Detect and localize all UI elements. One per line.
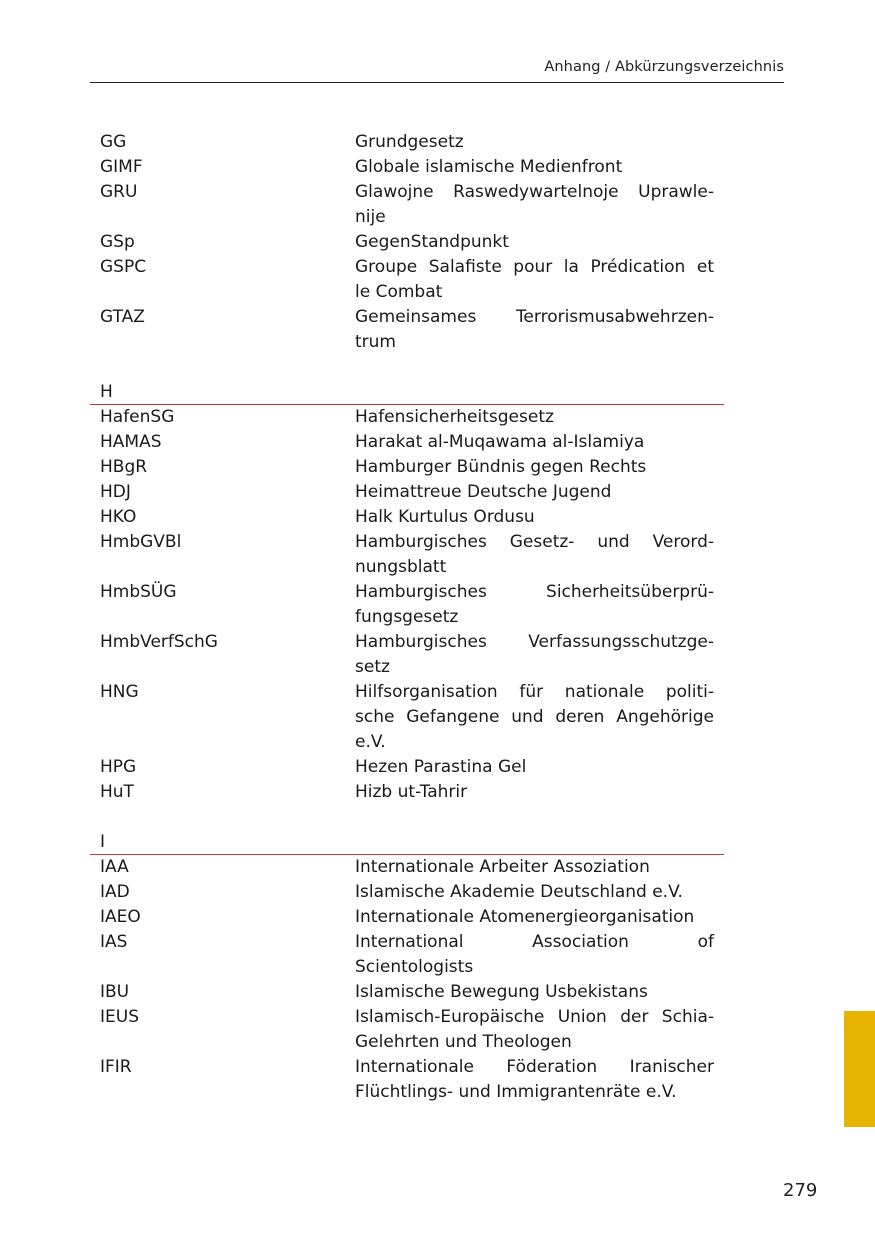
definition	[355, 1005, 714, 1055]
abbreviation: HPG	[100, 757, 137, 777]
definition-line: Gelehrten und Theologen	[355, 1032, 572, 1052]
definition-line: International Association of	[355, 932, 714, 952]
abbreviation: HuT	[100, 782, 134, 802]
definition-line: Islamisch-Europäische Union der Schia-	[355, 1007, 714, 1027]
definition-line: setz	[355, 657, 390, 677]
abbreviation: HDJ	[100, 482, 131, 502]
abbreviation-entry	[100, 305, 724, 355]
abbreviation-entry	[100, 455, 724, 480]
abbreviation-entry	[100, 680, 724, 755]
abbreviation: GSp	[100, 232, 135, 252]
definition	[355, 480, 714, 505]
definition	[355, 1055, 714, 1105]
definition	[355, 255, 714, 305]
definition-line: Gemeinsames Terrorismusabwehrzen-	[355, 307, 714, 327]
header-title: Anhang / Abkürzungsverzeichnis	[544, 59, 784, 75]
abbreviation: IEUS	[100, 1007, 139, 1027]
definition	[355, 780, 714, 805]
definition	[355, 305, 714, 355]
abbreviation-entry	[100, 255, 724, 305]
definition-line: Flüchtlings- und Immigrantenräte e.V.	[355, 1082, 677, 1102]
abbreviation: HBgR	[100, 457, 148, 477]
definition	[355, 580, 714, 630]
definition-line: le Combat	[355, 282, 443, 302]
section	[100, 830, 724, 1105]
running-header	[90, 56, 784, 83]
definition-line: Hezen Parastina Gel	[355, 757, 527, 777]
definition-line: Hamburgisches Gesetz- und Verord-	[355, 532, 714, 552]
abbreviation: HNG	[100, 682, 139, 702]
definition-line: fungsgesetz	[355, 607, 459, 627]
abbreviation-list	[100, 130, 724, 1130]
abbreviation-entry	[100, 155, 724, 180]
definition-line: Globale islamische Medienfront	[355, 157, 623, 177]
definition	[355, 930, 714, 980]
abbreviation: HafenSG	[100, 407, 175, 427]
definition-line: Islamische Akademie Deutschland e.V.	[355, 882, 683, 902]
abbreviation-entry	[100, 1005, 724, 1055]
abbreviation: HmbVerfSchG	[100, 632, 218, 652]
section-letter: H	[90, 380, 724, 405]
abbreviation: HmbSÜG	[100, 582, 177, 602]
definition-line: Hamburgisches Verfassungsschutzge-	[355, 632, 714, 652]
abbreviation-entry	[100, 580, 724, 630]
abbreviation: HKO	[100, 507, 137, 527]
definition	[355, 905, 714, 930]
definition	[355, 455, 714, 480]
definition	[355, 530, 714, 580]
definition-line: Internationale Atomenergieorganisation	[355, 907, 695, 927]
abbreviation-entry	[100, 480, 724, 505]
abbreviation: IFIR	[100, 1057, 132, 1077]
abbreviation: GSPC	[100, 257, 147, 277]
definition-line: Islamische Bewegung Usbekistans	[355, 982, 648, 1002]
abbreviation-entry	[100, 230, 724, 255]
definition	[355, 130, 714, 155]
abbreviation-entry	[100, 430, 724, 455]
abbreviation: IBU	[100, 982, 130, 1002]
definition	[355, 430, 714, 455]
abbreviation: HmbGVBl	[100, 532, 182, 552]
abbreviation: IAA	[100, 857, 129, 877]
page-number: 279	[783, 1180, 818, 1201]
definition-line: Groupe Salafiste pour la Prédication et	[355, 257, 714, 277]
section	[100, 130, 724, 355]
definition	[355, 855, 714, 880]
definition-line: nije	[355, 207, 386, 227]
abbreviation: IAEO	[100, 907, 141, 927]
definition-line: Hafensicherheitsgesetz	[355, 407, 554, 427]
definition-line: nungsblatt	[355, 557, 447, 577]
abbreviation: GTAZ	[100, 307, 145, 327]
definition	[355, 505, 714, 530]
abbreviation-entry	[100, 755, 724, 780]
abbreviation-entry	[100, 930, 724, 980]
definition-line: Hamburger Bündnis gegen Rechts	[355, 457, 647, 477]
definition	[355, 630, 714, 680]
definition-line: Halk Kurtulus Ordusu	[355, 507, 535, 527]
definition-line: Scientologists	[355, 957, 474, 977]
abbreviation-entry	[100, 780, 724, 805]
abbreviation-entry	[100, 180, 724, 230]
definition	[355, 880, 714, 905]
definition-line: Grundgesetz	[355, 132, 464, 152]
definition	[355, 405, 714, 430]
definition-line: Glawojne Raswedywartelnoje Uprawle-	[355, 182, 714, 202]
definition	[355, 230, 714, 255]
chapter-tab	[844, 1011, 875, 1127]
definition-line: Internationale Arbeiter Assoziation	[355, 857, 650, 877]
definition	[355, 680, 714, 755]
abbreviation: IAD	[100, 882, 130, 902]
abbreviation-entry	[100, 905, 724, 930]
abbreviation-entry	[100, 530, 724, 580]
definition-line: Heimattreue Deutsche Jugend	[355, 482, 612, 502]
definition	[355, 180, 714, 230]
definition-line: Hizb ut-Tahrir	[355, 782, 468, 802]
abbreviation: HAMAS	[100, 432, 162, 452]
abbreviation-entry	[100, 630, 724, 680]
section-letter: I	[90, 830, 724, 855]
abbreviation-entry	[100, 880, 724, 905]
abbreviation-entry	[100, 405, 724, 430]
abbreviation-entry	[100, 980, 724, 1005]
abbreviation-entry	[100, 855, 724, 880]
definition-line: Harakat al-Muqawama al-Islamiya	[355, 432, 645, 452]
definition	[355, 755, 714, 780]
definition-line: GegenStandpunkt	[355, 232, 509, 252]
definition-line: sche Gefangene und deren Angehörige	[355, 707, 714, 727]
abbreviation: GIMF	[100, 157, 143, 177]
abbreviation-entry	[100, 1055, 724, 1105]
abbreviation: GG	[100, 132, 127, 152]
definition	[355, 155, 714, 180]
definition-line: Hamburgisches Sicherheitsüberprü-	[355, 582, 714, 602]
definition	[355, 980, 714, 1005]
abbreviation: GRU	[100, 182, 138, 202]
definition-line: Hilfsorganisation für nationale politi-	[355, 682, 714, 702]
section	[100, 380, 724, 805]
definition-line: e.V.	[355, 732, 386, 752]
definition-line: trum	[355, 332, 396, 352]
definition-line: Internationale Föderation Iranischer	[355, 1057, 714, 1077]
abbreviation-entry	[100, 130, 724, 155]
abbreviation: IAS	[100, 932, 128, 952]
abbreviation-entry	[100, 505, 724, 530]
